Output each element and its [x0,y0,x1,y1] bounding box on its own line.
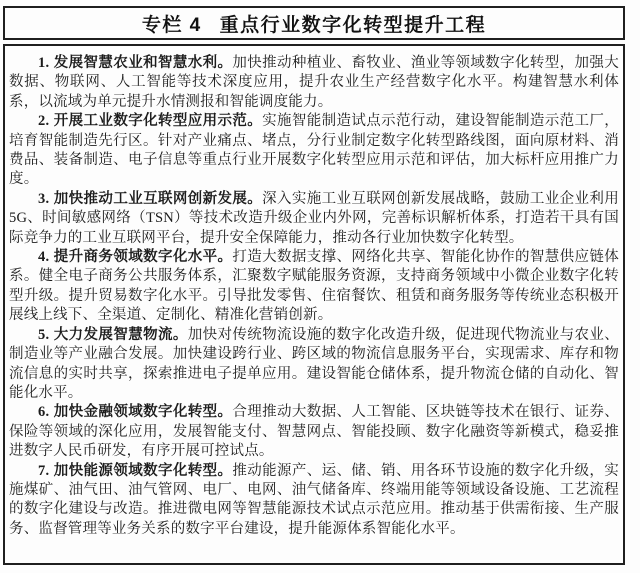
paragraph-2-body: 实施智能制造试点示范行动，建设智能制造示范工厂，培育智能制造先行区。针对产业痛点、堵点，分行业制定数字化转型路线图，面向原材料、消费品、装备制造、电子信息等重点行业开展数字化转型应用示范和评估，加大标杆应用推广力度。 [9,113,619,188]
column-label: 专栏 4 [141,14,202,36]
paragraph-4 [9,248,619,326]
paragraph-3-number: 3. [38,190,50,207]
paragraph-4-number: 4. [38,249,50,266]
paragraph-1-number: 1. [38,55,50,71]
column-body-box [3,44,625,565]
paragraph-7-body: 推动能源产、运、储、销、用各环节设施的数字化升级，实施煤矿、油气田、油气管网、电厂、电网、油气储备库、终端用能等领域设备设施、工艺流程的数字化建设与改造。推进微电网等智慧能源技术试点示范应用。推动基于供需衔接、生产服务、监督管理等业务关系的数字平台建设，提升能源体系智能化水平。 [9,462,619,537]
paragraph-1-lead: 发展智慧农业和智慧水利。 [53,55,233,71]
column-title-box [3,6,625,40]
paragraph-2-number: 2. [38,113,50,130]
paragraph-6-number: 6. [38,404,50,421]
paragraph-3-body: 深入实施工业互联网创新发展战略，鼓励工业企业利用 5G、时间敏感网络（TSN）等技术改造升级企业内外网，完善标识解析体系，打造若干具有国际竞争力的工业互联网平台，提升安全保障能力，推动各行业加快数字化转型。 [9,190,619,246]
paragraph-7 [9,462,619,540]
paragraph-7-lead: 加快能源领域数字化转型。 [53,462,233,479]
paragraph-5 [9,326,619,404]
paragraph-5-number: 5. [38,326,50,343]
paragraph-3 [9,190,619,248]
paragraph-2 [9,112,619,190]
paragraph-5-body: 加快对传统物流设施的数字化改造升级，促进现代物流业与农业、制造业等产业融合发展。加快建设跨行业、跨区域的物流信息服务平台，实现需求、库存和物流信息的实时共享，探索推进电子提单应用。建设智能仓储体系，提升物流仓储的自动化、智能化水平。 [9,326,619,401]
paragraph-4-lead: 提升商务领域数字化水平。 [53,249,233,266]
paragraph-1-body: 加快推动种植业、畜牧业、渔业等领域数字化转型，加强大数据、物联网、人工智能等技术深度应用，提升农业生产经营数字化水平。构建智慧水利体系，以流域为单元提升水情测报和智能调度能力。 [9,55,619,110]
paragraph-3-lead: 加快推动工业互联网创新发展。 [53,190,263,207]
paragraph-2-lead: 开展工业数字化转型应用示范。 [53,113,263,130]
paragraph-6-lead: 加快金融领域数字化转型。 [53,404,233,421]
paragraph-7-number: 7. [38,462,50,479]
paragraph-6 [9,403,619,461]
paragraph-5-lead: 大力发展智慧物流。 [53,326,188,343]
paragraph-4-body: 打造大数据支撑、网络化共享、智能化协作的智慧供应链体系。健全电子商务公共服务体系，汇聚数字赋能服务资源，支持商务领域中小微企业数字化转型升级。提升贸易数字化水平。引导批发零售、住宿餐饮、租赁和商务服务等传统业态积极开展线上线下、全渠道、定制化、精准化营销创新。 [9,249,619,324]
paragraph-6-body: 合理推动大数据、人工智能、区块链等技术在银行、证券、保险等领域的深化应用，发展智能支付、智慧网点、智能投顾、数字化融资等新模式，稳妥推进数字人民币研发，有序开展可控试点。 [9,404,619,460]
paragraph-1 [9,54,619,112]
column-title: 重点行业数字化转型提升工程 [219,14,487,36]
